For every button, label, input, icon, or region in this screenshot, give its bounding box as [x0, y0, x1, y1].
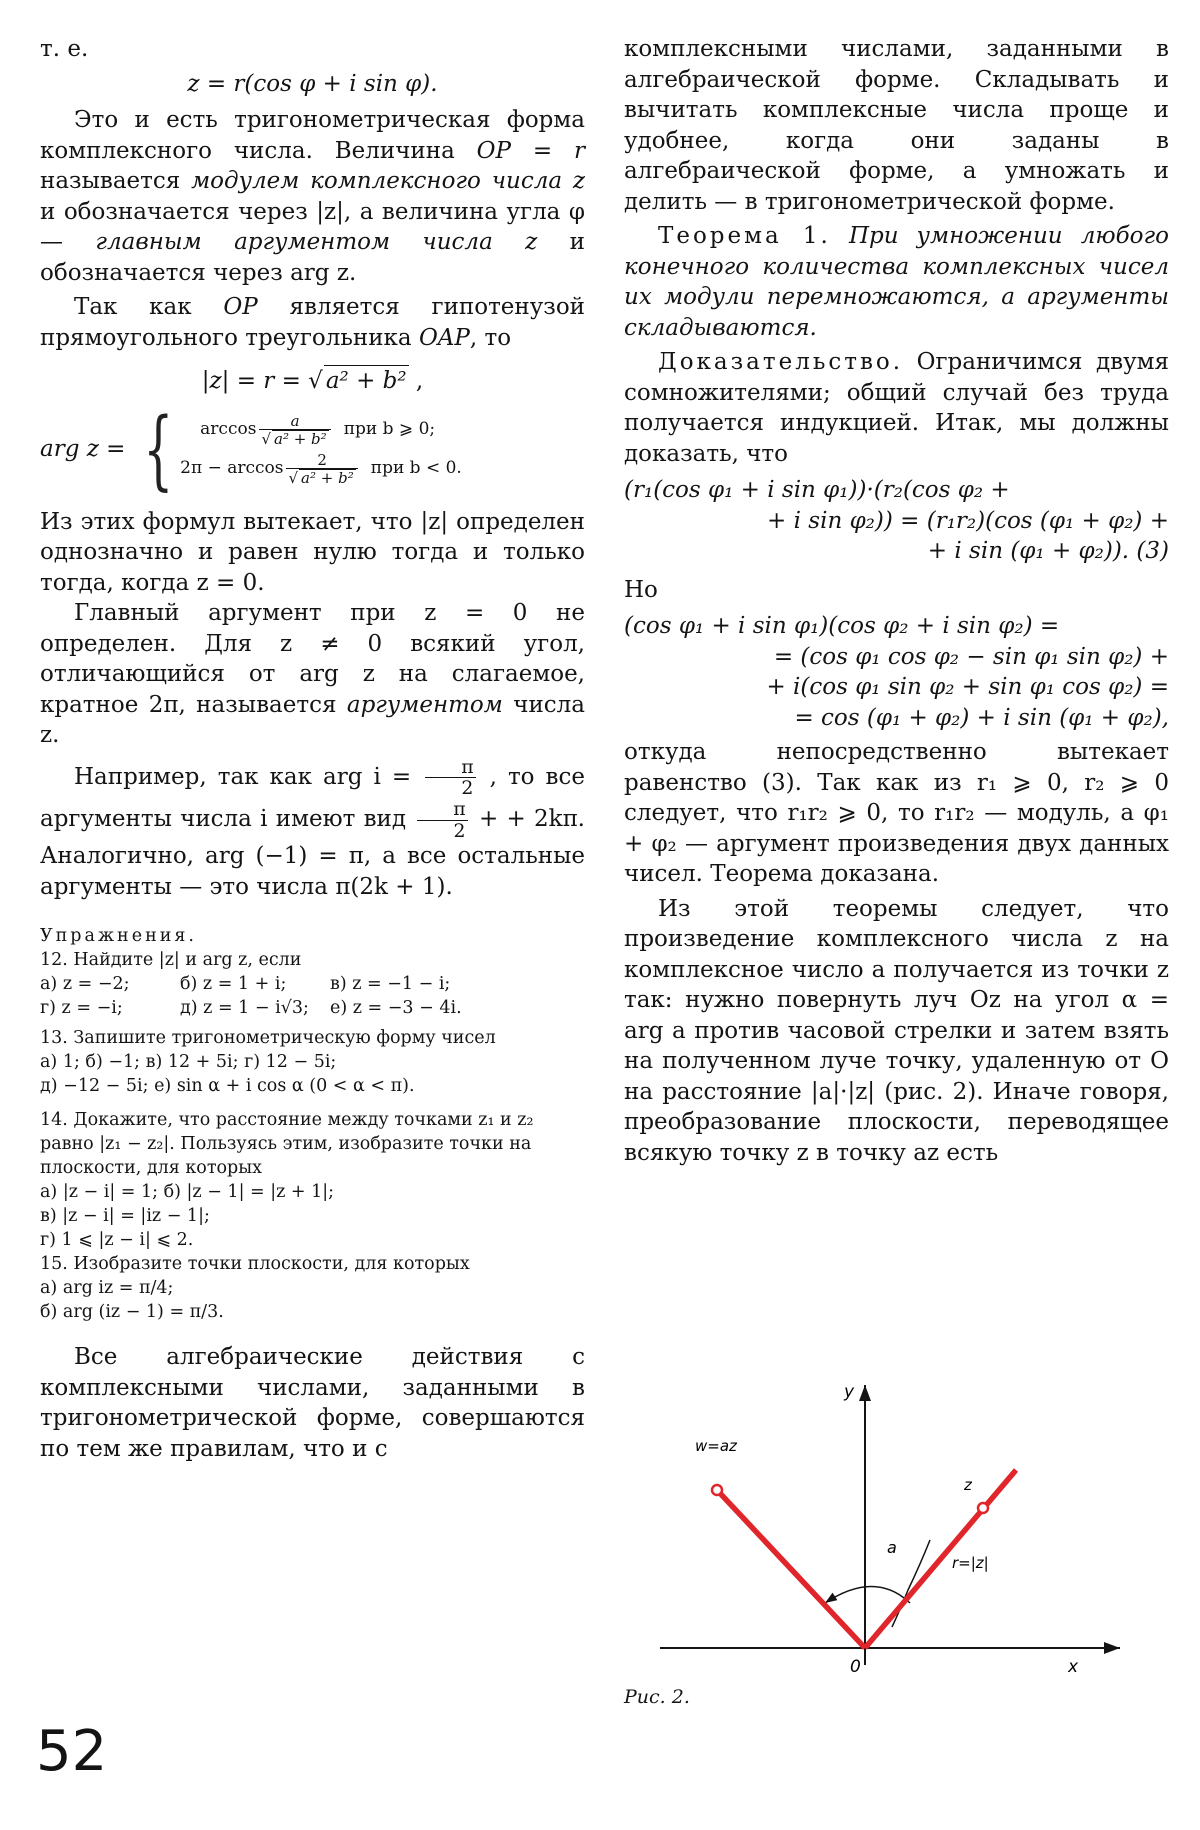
exercises-heading: Упражнения.	[40, 926, 197, 947]
equation-expansion-3: + i(cos φ₁ sin φ₂ + sin φ₁ cos φ₂) =	[766, 674, 1169, 700]
label-origin: 0	[850, 1657, 861, 1677]
paragraph-conclusion: откуда непосредственно вытекает равенство (3). Так как из r₁ ⩾ 0, r₂ ⩾ 0 следует, что r₁r₂ ⩾ 0, то r₁r₂ — модуль, а φ₁ + φ₂ — аргумент произведения двух данных чисел. Теорема доказана.	[624, 739, 1169, 887]
exercise-14-c: г) 1 ⩽ |z − i| ⩽ 2.	[40, 1230, 194, 1251]
equation-3-line-3: + i sin (φ₁ + φ₂)). (3)	[927, 538, 1169, 564]
figure-rotation-diagram	[600, 1365, 1160, 1695]
proof-paragraph: Доказательство. Ограничимся двумя сомножителями; общий случай без труда получается индукцией. Итак, мы должны доказать, что	[624, 349, 1169, 467]
exercise-15-b: б) arg (iz − 1) = π/3.	[40, 1302, 224, 1323]
equation-trig-form: z = r(cos φ + i sin φ).	[187, 70, 438, 97]
exercise-14-b: в) |z − i| = |iz − 1|;	[40, 1206, 210, 1227]
exercise-15: 15. Изобразите точки плоскости, для которых	[40, 1254, 470, 1275]
right-column	[624, 34, 1169, 1168]
ray-z	[865, 1470, 1016, 1648]
paragraph-operations: Все алгебраические действия с комплексными числами, заданными в тригонометрической форме, совершаются по тем же правилам, что и с	[40, 1344, 585, 1462]
exercise-12: 12. Найдите |z| и arg z, если	[40, 950, 302, 971]
angle-arc	[825, 1587, 910, 1604]
equation-expansion-2: = (cos φ₁ cos φ₂ − sin φ₁ sin φ₂) +	[773, 643, 1169, 670]
equation-modulus: |z| = r = √ a² + b² ,	[40, 365, 585, 397]
theorem-1: Теорема 1. При умножении любого конечного количества комплексных чисел их модули перемножаются, а аргументы складываются.	[624, 223, 1169, 341]
paragraph-uniqueness: Из этих формул вытекает, что |z| определен однозначно и равен нулю тогда и только тогда, когда z = 0.	[40, 508, 585, 596]
exercise-13-a: а) 1; б) −1; в) 12 + 5i; г) 12 − 5i;	[40, 1052, 337, 1073]
point-w	[712, 1485, 722, 1495]
ray-w	[717, 1490, 865, 1648]
equation-arg-cases: arg z = { arccos $\frac{a}{\text{√ a² + b²}}$ при b ⩾ 0; 2π − arccos $\frac{2}{\text{√ a² + b²}}$ при b < 0.	[40, 399, 462, 500]
equation-expansion-4: = cos (φ₁ + φ₂) + i sin (φ₁ + φ₂),	[794, 704, 1169, 731]
paragraph-example: Например, так как arg i = $\frac{\pi}{2}$ , то все аргументы числа i имеют вид $\frac{\pi}{2}$ + + 2kπ. Аналогично, arg (−1) = π, а все остальные аргументы — это числа π(2k + 1).	[40, 755, 585, 900]
exercise-15-a: а) arg iz = π/4;	[40, 1278, 174, 1299]
point-z	[978, 1503, 988, 1513]
label-z: z	[964, 1476, 972, 1494]
figure-caption: Рис. 2.	[624, 1686, 690, 1708]
label-w: w=az	[695, 1437, 737, 1455]
equation-expansion-1: (cos φ₁ + i sin φ₁)(cos φ₂ + i sin φ₂) =	[624, 613, 1060, 639]
left-column	[40, 34, 585, 1464]
exercise-14-a: а) |z − i| = 1; б) |z − 1| = |z + 1|;	[40, 1182, 335, 1203]
label-r: r=|z|	[952, 1554, 989, 1572]
paragraph-main-argument: Главный аргумент при z = 0 не определен. Для z ≠ 0 всякий угол, отличающийся от arg z на слагаемое, кратное 2π, называется аргументом числа z.	[40, 600, 585, 748]
exercise-14: 14. Докажите, что расстояние между точками z₁ и z₂ равно |z₁ − z₂|. Пользуясь этим, изобразите точки на плоскости, для которых	[40, 1110, 534, 1179]
paragraph-hypotenuse: Так как OP является гипотенузой прямоугольного треугольника OAP, то	[40, 294, 586, 351]
intro-text: т. е.	[40, 36, 89, 62]
exercises-block	[40, 924, 585, 1324]
label-x: x	[1068, 1657, 1079, 1677]
exercise-12-items: а) z = −2; б) z = 1 + i; в) z = −1 − i; г) z = −i; д) z = 1 − i√3; е) z = −3 − 4i.	[40, 974, 462, 1019]
label-alpha: a	[887, 1538, 897, 1557]
page-number: 52	[36, 1719, 108, 1784]
label-y: y	[844, 1382, 855, 1402]
exercise-13: 13. Запишите тригонометрическую форму чисел	[40, 1028, 496, 1049]
text-no: Но	[624, 576, 658, 603]
paragraph-continued: комплексными числами, заданными в алгебраической форме. Складывать и вычитать комплексные числа проще и удобнее, когда они заданы в алгебраической форме, а умножать и делить — в тригонометрической форме.	[624, 36, 1169, 215]
paragraph-rotation: Из этой теоремы следует, что произведение комплексного числа z на комплексное число a получается из точки z так: нужно повернуть луч Oz на угол α = arg a против часовой стрелки и затем взять на полученном луче точку, удаленную от O на расстояние |a|·|z| (рис. 2). Иначе говоря, преобразование плоскости, переводящее всякую точку z в точку az есть	[624, 895, 1169, 1166]
paragraph-trig-form: Это и есть тригонометрическая форма комплексного числа. Величина OP = r называется модулем комплексного числа z и обозначается через |z|, а величина угла φ — главным аргументом числа z и обозначается через arg z.	[40, 107, 586, 286]
exercise-13-b: д) −12 − 5i; е) sin α + i cos α (0 < α < π).	[40, 1076, 415, 1097]
equation-3-line-1: (r₁(cos φ₁ + i sin φ₁))·(r₂(cos φ₂ +	[624, 477, 1010, 503]
length-brace	[892, 1540, 930, 1627]
equation-3-line-2: + i sin φ₂)) = (r₁r₂)(cos (φ₁ + φ₂) +	[767, 507, 1169, 534]
